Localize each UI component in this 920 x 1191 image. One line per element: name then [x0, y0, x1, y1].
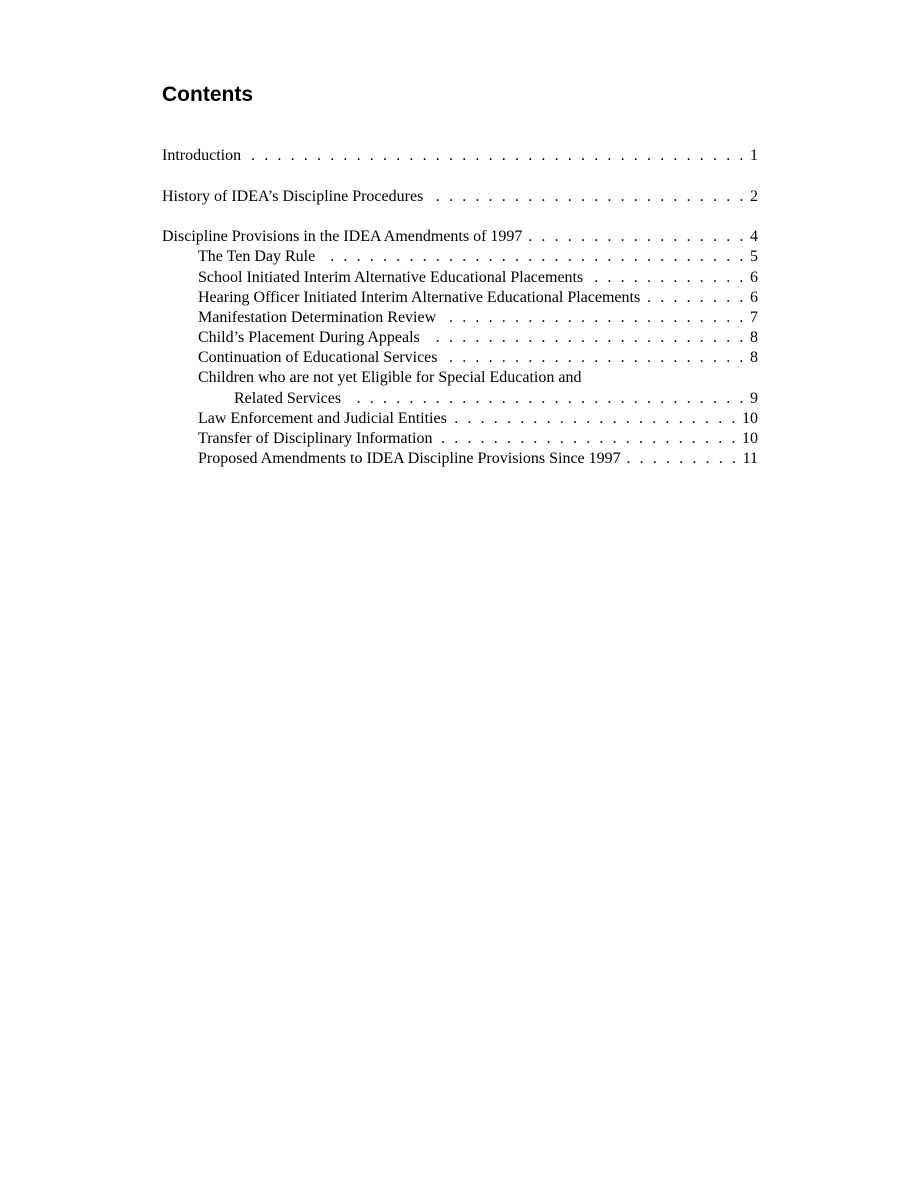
toc-entry-label: Hearing Officer Initiated Interim Alternative Educational Placements — [198, 288, 641, 306]
dot-leader — [646, 288, 746, 308]
toc-entry-page: 11 — [742, 450, 758, 468]
toc-entry-label: Related Services — [234, 389, 342, 407]
toc-entry-childs-placement — [162, 328, 758, 348]
dot-leader — [347, 389, 746, 409]
toc-entry-page: 6 — [750, 268, 758, 286]
toc-entry-page: 6 — [750, 288, 758, 306]
toc-entry-label: Law Enforcement and Judicial Entities — [198, 409, 447, 427]
dot-leader — [442, 308, 746, 328]
toc-entry-continuation — [162, 348, 758, 368]
dot-leader — [453, 409, 738, 429]
toc-entry-label: Continuation of Educational Services — [198, 349, 438, 367]
toc-entry-page: 8 — [750, 349, 758, 367]
toc-entry-ten-day-rule — [162, 247, 758, 267]
toc-entry-related-services — [162, 389, 758, 409]
toc-entry-transfer — [162, 429, 758, 449]
toc-entry-label: Children who are not yet Eligible for Special Education and — [198, 369, 582, 387]
dot-leader — [627, 449, 739, 469]
toc-entry-history — [162, 187, 758, 207]
toc-entry-page: 9 — [750, 389, 758, 407]
toc-entry-school-initiated — [162, 268, 758, 288]
toc-entry-page: 7 — [750, 308, 758, 326]
dot-leader — [589, 268, 746, 288]
dot-leader — [429, 187, 746, 207]
dot-leader — [426, 328, 746, 348]
toc-entry-page: 8 — [750, 329, 758, 347]
toc-entry-law-enforcement — [162, 409, 758, 429]
toc-entry-page: 5 — [750, 248, 758, 266]
dot-leader — [321, 247, 746, 267]
dot-leader — [247, 146, 746, 166]
toc-entry-label: Manifestation Determination Review — [198, 308, 437, 326]
dot-leader — [444, 348, 747, 368]
toc-entry-introduction — [162, 146, 758, 166]
toc-entry-label: Transfer of Disciplinary Information — [198, 430, 433, 448]
toc-entry-label: School Initiated Interim Alternative Educational Placements — [198, 268, 584, 286]
toc-entry-label: Introduction — [162, 147, 242, 164]
dot-leader — [438, 429, 738, 449]
toc-entry-proposed-amendments — [162, 449, 758, 469]
dot-leader — [528, 227, 746, 247]
toc-entry-hearing-officer — [162, 288, 758, 308]
toc-entry-manifestation — [162, 308, 758, 328]
contents-heading: Contents — [162, 83, 253, 106]
toc-entry-label: Proposed Amendments to IDEA Discipline Provisions Since 1997 — [198, 450, 621, 468]
toc-entry-page: 2 — [750, 187, 758, 205]
toc-entry-page: 4 — [750, 228, 758, 246]
toc-entry-discipline-provisions — [162, 227, 758, 247]
toc-entry-label: History of IDEA’s Discipline Procedures — [162, 187, 424, 205]
toc-entry-page: 10 — [742, 409, 758, 427]
toc-entry-label: Child’s Placement During Appeals — [198, 329, 420, 347]
toc-entry-children-not-eligible — [162, 368, 758, 388]
toc-entry-page: 1 — [750, 147, 758, 164]
toc-entry-page: 10 — [742, 430, 758, 448]
toc-entry-label: Discipline Provisions in the IDEA Amendments of 1997 — [162, 228, 523, 246]
toc-entry-label: The Ten Day Rule — [198, 248, 316, 266]
table-of-contents — [162, 146, 758, 469]
